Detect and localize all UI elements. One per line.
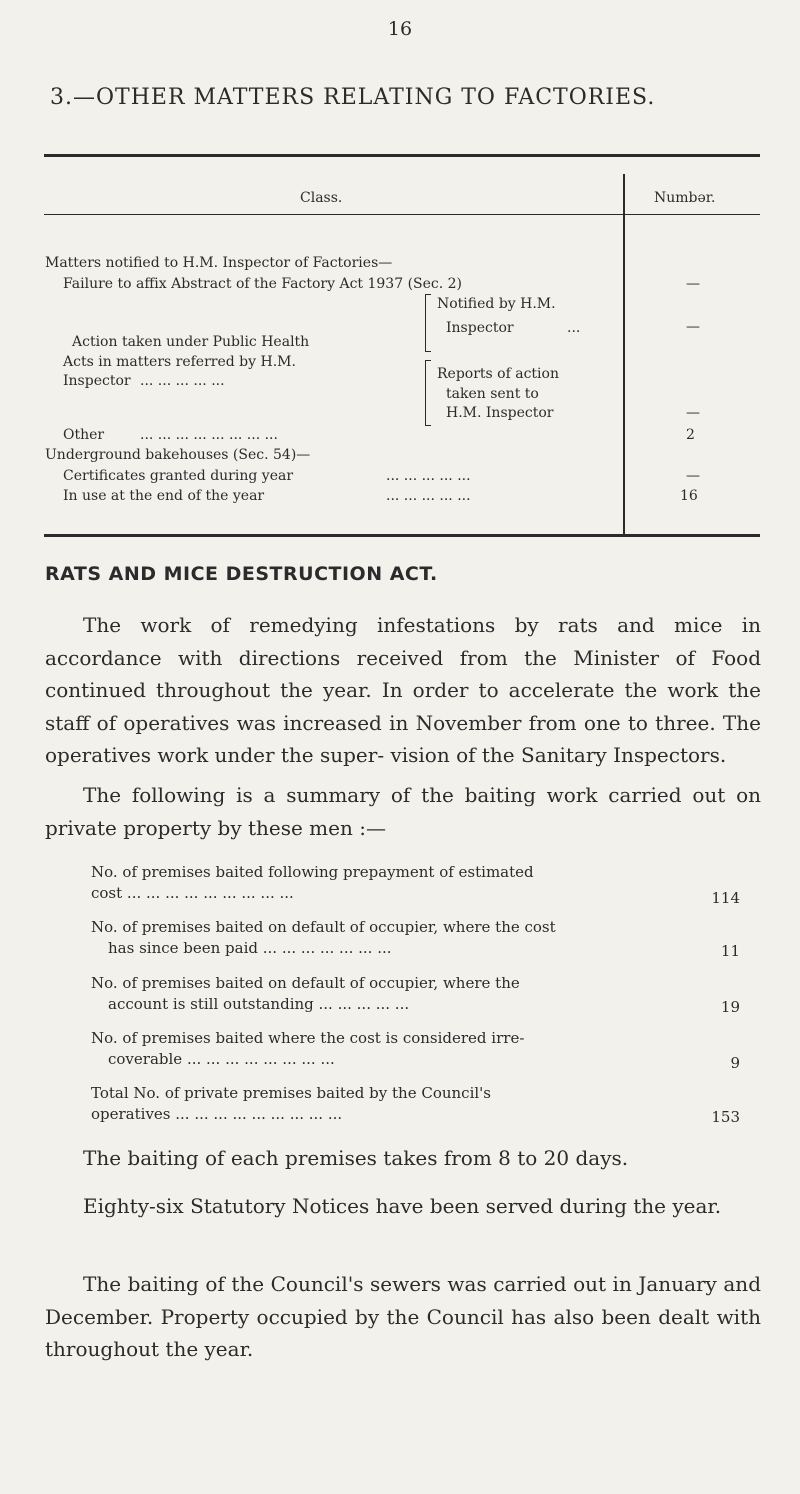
action-label-line1: Action taken under Public Health [72,334,310,350]
action-label-line3: Inspector [63,373,131,389]
summary-item-3-value: 19 [720,998,740,1016]
reports-line2: taken sent to [446,386,539,402]
action-dots: ... ... ... ... ... [140,373,225,389]
rats-heading: RATS AND MICE DESTRUCTION ACT. [45,563,438,585]
rats-paragraph-3: The baiting of each premises takes from 8 to 20 days. [83,1146,629,1170]
other-label: Other [63,427,105,443]
summary-item-4-value: 9 [730,1054,740,1072]
rats-paragraph-5: The baiting of the Council's sewers was carried out in January and December. Property occupied by the Council has also been dealt with throughout the year. [45,1272,761,1361]
notified-value: — [686,319,700,335]
summary-item-2-line1: No. of premises baited on default of occupier, where the cost [91,918,556,936]
summary-item-1-line1: No. of premises baited following prepayment of estimated [91,863,534,881]
section-heading: 3.—OTHER MATTERS RELATING TO FACTORIES. [50,85,656,110]
rats-paragraph-4: Eighty-six Statutory Notices have been served during the year. [83,1194,722,1218]
summary-item-3-line1: No. of premises baited on default of occupier, where the [91,974,520,992]
table-column-divider [623,174,625,536]
rats-paragraph-1: The work of remedying infestations by rats and mice in accordance with directions received from the Minister of Food continued throughout the year. In order to accelerate the work the staff of operatives was increased in November from one to three. The operatives work under the super- vision of the Sanitary Inspectors. [45,613,761,767]
reports-line1: Reports of action [437,366,559,382]
action-label-line2: Acts in matters referred by H.M. [63,354,296,370]
inuse-value: 16 [680,488,698,504]
summary-item-4-line2: coverable ... ... ... ... ... ... ... ... [108,1050,335,1068]
reports-line3: H.M. Inspector [446,405,554,421]
reports-value: — [686,405,700,421]
inuse-label: In use at the end of the year [63,488,265,504]
notified-line1: Notified by H.M. [437,296,556,312]
summary-item-5-line2: operatives ... ... ... ... ... ... ... ... ... [91,1105,343,1123]
certificates-value: — [686,468,700,484]
certificates-dots: ... ... ... ... ... [386,468,471,484]
certificates-label: Certificates granted during year [63,468,294,484]
column-header-class: Class. [300,190,343,206]
summary-item-5-line1: Total No. of private premises baited by the Council's [91,1084,491,1102]
summary-item-1-value: 114 [711,889,740,907]
notified-line2: Inspector [446,320,514,336]
brace-upper [425,294,431,352]
failure-label: Failure to affix Abstract of the Factory Act 1937 (Sec. 2) [63,276,463,292]
underground-heading: Underground bakehouses (Sec. 54)— [45,447,311,463]
table-bottom-rule [44,534,760,537]
notified-dots: ... [567,320,581,336]
summary-item-1-line2: cost ... ... ... ... ... ... ... ... ... [91,884,294,902]
table-top-rule [44,154,760,157]
page-number: 16 [387,18,413,40]
other-dots: ... ... ... ... ... ... ... ... [140,427,278,443]
rats-paragraph-2: The following is a summary of the baiting work carried out on private property by these men :— [45,783,761,840]
failure-value: — [686,276,700,292]
table-header-rule [44,214,760,215]
summary-item-5-value: 153 [711,1108,740,1126]
summary-item-4-line1: No. of premises baited where the cost is considered irre- [91,1029,525,1047]
summary-item-3-line2: account is still outstanding ... ... ... ... ... [108,995,410,1013]
column-header-number: Numbər. [654,190,716,206]
other-value: 2 [686,427,695,443]
inuse-dots: ... ... ... ... ... [386,488,471,504]
matters-heading: Matters notified to H.M. Inspector of Factories— [45,255,393,271]
summary-item-2-line2: has since been paid ... ... ... ... ... ... ... [108,939,392,957]
brace-lower [425,360,431,426]
summary-item-2-value: 11 [720,942,740,960]
